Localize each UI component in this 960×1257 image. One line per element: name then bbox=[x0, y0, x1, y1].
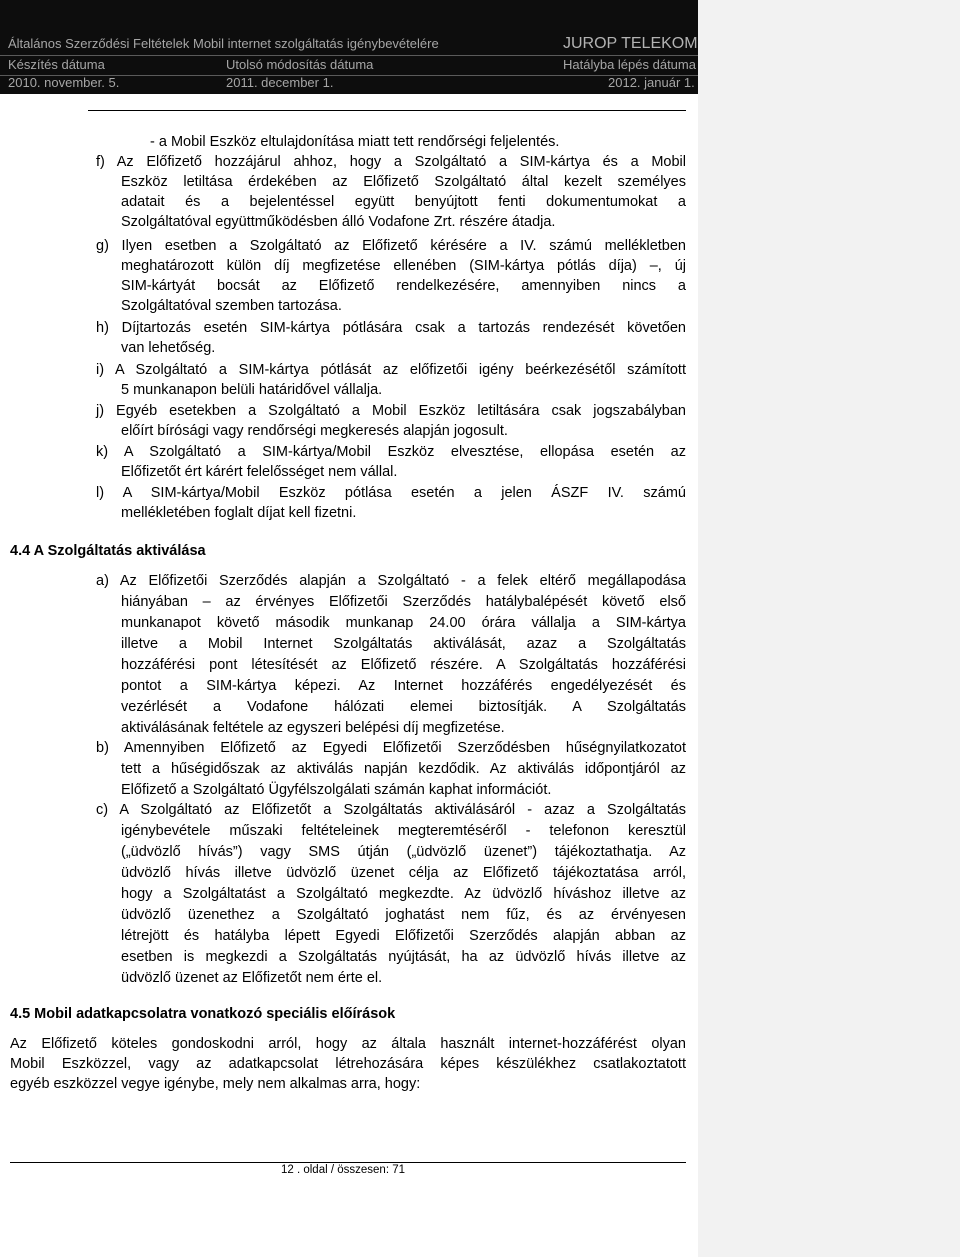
section-heading-4-5: 4.5 Mobil adatkapcsolatra vonatkozó speciális előírások bbox=[10, 1006, 396, 1022]
list-item-f-line-2: Eszköz letiltása érdekében az Előfizető Szolgáltató által kezelt személyes bbox=[121, 174, 686, 190]
section-4-4-a-line-7: vezérlését a Vodafone hálózati elemei biztosítják. A Szolgáltatás bbox=[121, 699, 686, 715]
list-item-dash: - a Mobil Eszköz eltulajdonítása miatt tett rendőrségi feljelentés. bbox=[150, 134, 560, 150]
section-4-4-a-line-2: hiányában – az érvényes Előfizetői Szerződés hatálybalépését követő első bbox=[121, 594, 686, 610]
page-number: 12 . oldal / összesen: 71 bbox=[280, 1164, 406, 1176]
list-item-i-line-2: 5 munkanapon belüli határidővel vállalja. bbox=[121, 382, 383, 398]
section-4-4-c-line-4: üdvözlő hívás illetve üdvözlő üzenet célja az Előfizető tájékoztatása arról, bbox=[121, 865, 686, 881]
list-item-l-line-2: mellékletében foglalt díjat kell fizetni. bbox=[121, 505, 357, 521]
section-4-4-c-line-1: c) A Szolgáltató az Előfizetőt a Szolgáltatás aktiválásáról - azaz a Szolgáltatás bbox=[96, 802, 686, 818]
header-rule bbox=[88, 110, 686, 111]
list-item-f-line-3: adatait és a bejelentéssel együtt benyújtott fenti dokumentumokat a bbox=[121, 194, 686, 210]
effective-date: 2012. január 1. bbox=[608, 75, 695, 90]
header-row-dates bbox=[0, 72, 698, 93]
list-item-h-line-1: h) Díjtartozás esetén SIM-kártya pótlására csak a tartozás rendezését követően bbox=[96, 320, 686, 336]
list-item-f-line-1: f) Az Előfizető hozzájárul ahhoz, hogy a Szolgáltató a SIM-kártya és a Mobil bbox=[96, 154, 686, 170]
header-row-title bbox=[0, 33, 698, 54]
list-item-k-line-2: Előfizetőt ért kárért felelősséget nem vállal. bbox=[121, 464, 398, 480]
section-4-4-b-line-3: Előfizető a Szolgáltató Ügyfélszolgálati számán kaphat információt. bbox=[121, 782, 552, 798]
section-4-4-c-line-9: üdvözlő üzenet az Előfizetőt nem érte el. bbox=[121, 970, 383, 986]
section-4-5-para-line-1: Az Előfizető köteles gondoskodni arról, hogy az általa használt internet-hozzáférést olyan bbox=[10, 1036, 686, 1052]
document-header bbox=[0, 0, 698, 94]
modified-date: 2011. december 1. bbox=[226, 75, 334, 90]
section-4-4-a-line-5: hozzáférési pont létesítését az Előfizető részére. A Szolgáltatás hozzáférési bbox=[121, 657, 686, 673]
section-4-4-c-line-2: igénybevétele műszaki feltételeinek megteremtéséről - telefonon keresztül bbox=[121, 823, 686, 839]
section-4-4-c-line-7: létrejött és hatályba lépett Egyedi Előfizetői Szerződés alapján abban az bbox=[121, 928, 686, 944]
section-4-4-a-line-6: pontot a SIM-kártya képezi. Az Internet hozzáférés engedélyezését és bbox=[121, 678, 686, 694]
comment-margin-panel bbox=[698, 0, 960, 1257]
section-4-4-c-line-6: üdvözlő üzenethez a Szolgáltató joghatást nem fűz, és az érvényesen bbox=[121, 907, 686, 923]
section-4-4-b-line-2: tett a hűségidőszak az aktiválás napján kezdődik. Az aktiválás időpontjáról az bbox=[121, 761, 686, 777]
section-4-4-a-line-3: munkanapot követő második munkanap 24.00 órára vállalja a SIM-kártya bbox=[121, 615, 686, 631]
list-item-g-line-3: SIM-kártyát bocsát az Előfizető rendelkezésére, amennyiben nincs a bbox=[121, 278, 686, 294]
effective-label: Hatályba lépés dátuma bbox=[563, 57, 696, 72]
list-item-f-line-4: Szolgáltatóval együttműködésben álló Vodafone Zrt. részére átadja. bbox=[121, 214, 556, 230]
list-item-i-line-1: i) A Szolgáltató a SIM-kártya pótlását az előfizetői igény beérkezésétől számított bbox=[96, 362, 686, 378]
section-4-4-a-line-4: illetve a Mobil Internet Szolgáltatás aktiválását, azaz a Szolgáltatás bbox=[121, 636, 686, 652]
footer-rule bbox=[10, 1162, 686, 1163]
list-item-g-line-2: meghatározott külön díj megfizetése ellenében (SIM-kártya pótlás díja) –, új bbox=[121, 258, 686, 274]
header-title: Általános Szerződési Feltételek Mobil internet szolgáltatás igénybevételére bbox=[8, 36, 439, 51]
section-4-4-c-line-3: („üdvözlő hívás”) vagy SMS útján („üdvözlő üzenet”) tájékoztathatja. Az bbox=[121, 844, 686, 860]
section-4-4-c-line-5: hogy a Szolgáltatást a Szolgáltató megkezdte. Az üdvözlő híváshoz illetve az bbox=[121, 886, 686, 902]
section-heading-4-4: 4.4 A Szolgáltatás aktiválása bbox=[10, 543, 206, 559]
list-item-h-line-2: van lehetőség. bbox=[121, 340, 216, 356]
created-date: 2010. november. 5. bbox=[8, 75, 120, 90]
section-4-4-a-line-8: aktiválásának feltétele az egyszeri belépési díj megfizetése. bbox=[121, 720, 505, 736]
list-item-j-line-1: j) Egyéb esetekben a Szolgáltató a Mobil Eszköz letiltására csak jogszabályban bbox=[96, 403, 686, 419]
section-4-4-a-line-1: a) Az Előfizetői Szerződés alapján a Szolgáltató - a felek eltérő megállapodása bbox=[96, 573, 686, 589]
list-item-l-line-1: l) A SIM-kártya/Mobil Eszköz pótlása esetén a jelen ÁSZF IV. számú bbox=[96, 485, 686, 501]
section-4-4-c-line-8: esetben is megkezdi a Szolgáltatás nyújtását, ha az üdvözlő hívás illetve az bbox=[121, 949, 686, 965]
section-4-4-b-line-1: b) Amennyiben Előfizető az Egyedi Előfizetői Szerződésben hűségnyilatkozatot bbox=[96, 740, 686, 756]
created-label: Készítés dátuma bbox=[8, 57, 105, 72]
list-item-j-line-2: előírt bírósági vagy rendőrségi megkeresés alapján jogosult. bbox=[121, 423, 508, 439]
company-name: JUROP TELEKOM bbox=[563, 35, 698, 52]
modified-label: Utolsó módosítás dátuma bbox=[226, 57, 374, 72]
section-4-5-para-line-2: Mobil Eszközzel, vagy az adatkapcsolat létrehozására képes készülékhez csatlakoztatott bbox=[10, 1056, 686, 1072]
list-item-g-line-1: g) Ilyen esetben a Szolgáltató az Előfizető kérésére a IV. számú mellékletben bbox=[96, 238, 686, 254]
list-item-g-line-4: Szolgáltatóval szemben tartozása. bbox=[121, 298, 342, 314]
section-4-5-para-line-3: egyéb eszközzel vegye igénybe, mely nem alkalmas arra, hogy: bbox=[10, 1076, 421, 1092]
list-item-k-line-1: k) A Szolgáltató a SIM-kártya/Mobil Eszköz elvesztése, ellopása esetén az bbox=[96, 444, 686, 460]
